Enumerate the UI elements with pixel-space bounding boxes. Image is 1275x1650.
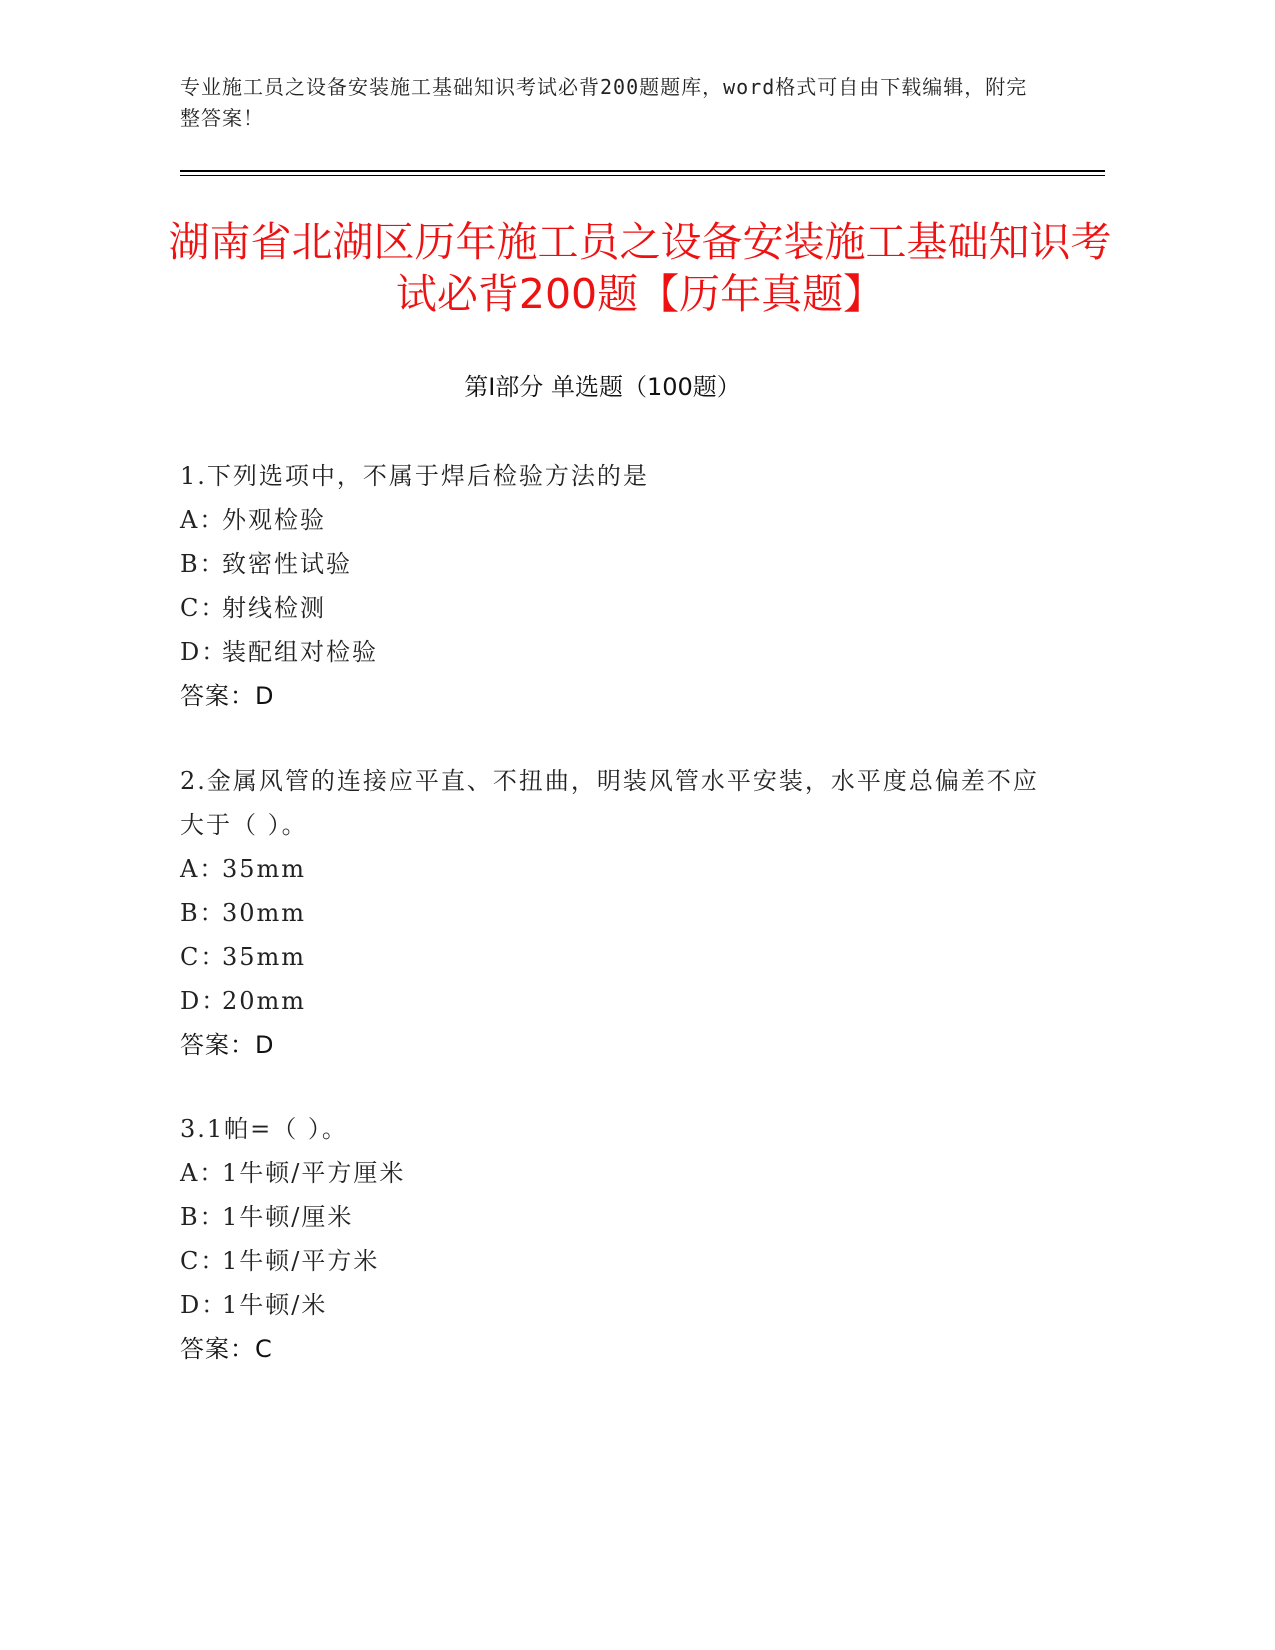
option-label: A：: [180, 506, 226, 534]
question-stem: 1.下列选项中，不属于焊后检验方法的是: [180, 462, 649, 490]
option-a: [180, 847, 1040, 891]
option-text: 装配组对检验: [222, 638, 378, 666]
option-text: 1牛顿/平方厘米: [222, 1159, 406, 1187]
question-3: [180, 1107, 1040, 1371]
option-label: C：: [180, 943, 227, 971]
option-label: D：: [180, 987, 228, 1015]
option-b: [180, 1195, 1040, 1239]
option-label: A：: [180, 855, 226, 883]
option-d: [180, 630, 1040, 674]
option-a: [180, 498, 1040, 542]
option-text: 1牛顿/米: [222, 1291, 328, 1319]
option-text: 20mm: [222, 987, 307, 1015]
option-c: [180, 586, 1040, 630]
option-label: D：: [180, 1291, 228, 1319]
option-b: [180, 891, 1040, 935]
option-label: C：: [180, 1247, 227, 1275]
answer: 答案：D: [180, 682, 275, 710]
header-divider-thick: [180, 170, 1105, 172]
document-intro: 专业施工员之设备安装施工基础知识考试必背200题题库，word格式可自由下载编辑，附完整答案！: [180, 75, 1028, 130]
question-1: [180, 454, 1040, 718]
document-title: 湖南省北湖区历年施工员之设备安装施工基础知识考试必背200题【历年真题】: [168, 218, 1112, 318]
option-label: C：: [180, 594, 227, 622]
answer: 答案：C: [180, 1335, 273, 1363]
header-divider-thin: [180, 175, 1105, 176]
option-text: 外观检验: [222, 506, 326, 534]
option-c: [180, 1239, 1040, 1283]
section-heading: 第Ⅰ部分 单选题（100题）: [464, 373, 741, 401]
option-c: [180, 935, 1040, 979]
answer: 答案：D: [180, 1031, 275, 1059]
option-a: [180, 1151, 1040, 1195]
option-text: 致密性试验: [222, 550, 352, 578]
option-b: [180, 542, 1040, 586]
option-text: 1牛顿/厘米: [222, 1203, 354, 1231]
question-2: [180, 759, 1040, 1067]
option-d: [180, 979, 1040, 1023]
option-label: B：: [180, 1203, 226, 1231]
option-text: 射线检测: [222, 594, 326, 622]
option-d: [180, 1283, 1040, 1327]
option-text: 30mm: [222, 899, 307, 927]
question-stem: 2.金属风管的连接应平直、不扭曲，明装风管水平安装，水平度总偏差不应大于（ ）。: [180, 767, 1039, 839]
option-text: 1牛顿/平方米: [222, 1247, 380, 1275]
option-label: A：: [180, 1159, 226, 1187]
option-label: B：: [180, 550, 226, 578]
option-text: 35mm: [222, 943, 307, 971]
option-label: D：: [180, 638, 228, 666]
question-stem: 3.1帕=（ ）。: [180, 1115, 348, 1143]
option-label: B：: [180, 899, 226, 927]
option-text: 35mm: [222, 855, 307, 883]
